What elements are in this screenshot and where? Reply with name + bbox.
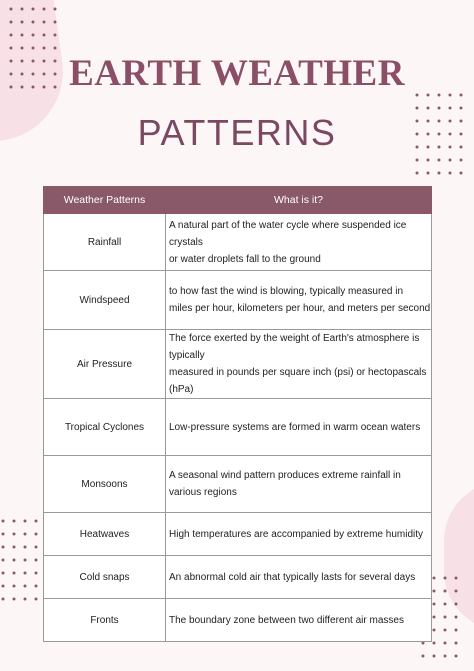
pattern-description: A natural part of the water cycle where suspended ice crystals or water droplets fall to the ground bbox=[169, 219, 407, 265]
table-header-row bbox=[44, 187, 432, 214]
pattern-description: The boundary zone between two different air masses bbox=[169, 614, 404, 626]
pattern-name: Tropical Cyclones bbox=[44, 399, 166, 456]
table-row bbox=[44, 330, 432, 399]
table-row bbox=[44, 271, 432, 330]
pattern-description: An abnormal cold air that typically lasts for several days bbox=[169, 571, 416, 583]
pattern-name: Rainfall bbox=[44, 214, 166, 271]
pattern-name: Monsoons bbox=[44, 456, 166, 513]
pattern-name: Cold snaps bbox=[44, 556, 166, 599]
table-row bbox=[44, 513, 432, 556]
page-title: EARTH WEATHER bbox=[69, 53, 405, 94]
table-row bbox=[44, 599, 432, 642]
table-row bbox=[44, 399, 432, 456]
page-subtitle: PATTERNS bbox=[137, 112, 337, 153]
table-row bbox=[44, 556, 432, 599]
pattern-description: High temperatures are accompanied by extreme humidity bbox=[169, 528, 424, 540]
column-header-weather-patterns: Weather Patterns bbox=[44, 187, 166, 214]
pattern-description: A seasonal wind pattern produces extreme rainfall in various regions bbox=[169, 470, 401, 498]
pattern-name: Heatwaves bbox=[44, 513, 166, 556]
weather-patterns-table bbox=[43, 186, 432, 642]
pattern-name: Air Pressure bbox=[44, 330, 166, 399]
pattern-description: The force exerted by the weight of Earth's atmosphere is typically measured in pounds per square inch (psi) or hectopascals (hPa) bbox=[169, 333, 427, 395]
table-row bbox=[44, 456, 432, 513]
pattern-description: to how fast the wind is blowing, typically measured in miles per hour, kilometers per hour, and meters per second bbox=[169, 286, 431, 314]
pattern-description: Low-pressure systems are formed in warm ocean waters bbox=[169, 421, 421, 433]
column-header-what-is-it: What is it? bbox=[166, 187, 432, 214]
table-row bbox=[44, 214, 432, 271]
pattern-name: Fronts bbox=[44, 599, 166, 642]
pattern-name: Windspeed bbox=[44, 271, 166, 330]
